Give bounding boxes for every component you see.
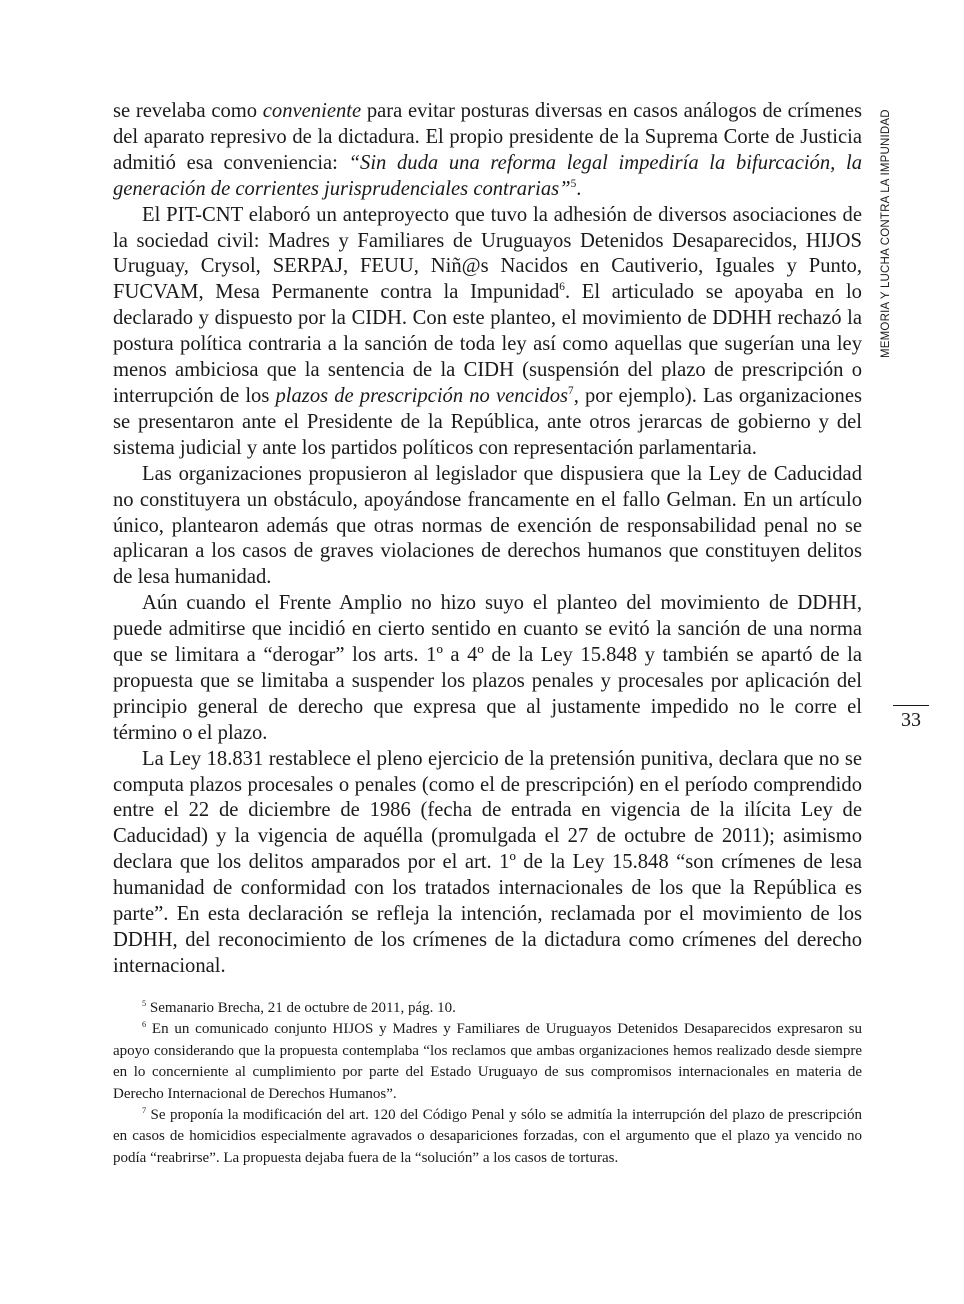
italic-text: “Sin duda una reforma legal impediría la bifurcación, la generación de corrientes jurisprudenciales contrarias” xyxy=(113,151,862,200)
paragraph xyxy=(113,203,862,462)
footnote-text: Semanario Brecha, 21 de octubre de 2011, pág. 10. xyxy=(149,1000,456,1016)
footnote-text: Se proponía la modificación del art. 120 del Código Penal y sólo se admitía la interrupción del plazo de prescripción en casos de homicidios especialmente agravados o desapariciones forzadas, con el argumento que el plazo ya vencido no podía “reabrirse”. La propuesta dejaba fuera de la “solución” a los casos de torturas. xyxy=(113,1107,863,1166)
paragraph xyxy=(113,591,862,746)
paragraph xyxy=(113,462,862,592)
footnote-reference: 7 xyxy=(568,385,574,398)
footnote-number: 7 xyxy=(142,1106,147,1116)
body-text xyxy=(113,99,862,980)
paragraph xyxy=(113,747,862,980)
footnote xyxy=(113,1105,862,1169)
footnote-text: En un comunicado conjunto HIJOS y Madres y Familiares de Uruguayos Detenidos Desaparecidos expresaron su apoyo considerando que la propuesta contemplaba “los reclamos que ambas organizaciones hemos realizado desde siempre en lo concerniente al cumplimiento por parte del Estado Uruguayo de sus compromisos internacionales en materia de Derecho Internacional de Derechos Humanos”. xyxy=(113,1021,862,1102)
footnote-number: 5 xyxy=(142,999,147,1008)
text-run: , por ejemplo). Las organizaciones se presentaron ante el Presidente de la República, ante otros jerarcas de gobierno y del sistema judicial y ante los partidos políticos con representación parlamentaria. xyxy=(113,384,862,459)
text-run: . El articulado se apoyaba en lo declarado y dispuesto por la CIDH. Con este planteo, el movimiento de DDHH rechazó la postura política contraria a la sanción de toda ley así como aquellas que sugerían una ley menos ambiciosa que la sentencia de la CIDH (suspensión del plazo de prescripción o interrupción de los xyxy=(113,281,862,407)
footnote-reference: 5 xyxy=(570,177,577,190)
italic-text: conveniente xyxy=(262,100,362,122)
footnote xyxy=(113,1019,862,1105)
footnote-reference: 6 xyxy=(559,281,565,294)
footnotes xyxy=(113,998,862,1169)
page-number-rule xyxy=(893,705,929,706)
text-run: para evitar posturas diversas en casos análogos de crímenes del aparato represivo de la dictadura. El propio presidente de la Suprema Corte de Justicia admitió esa conveniencia: xyxy=(113,100,862,174)
text-run: El PIT-CNT elaboró un anteproyecto que tuvo la adhesión de diversos asociaciones de la sociedad civil: Madres y Familiares de Uruguayos Detenidos Desaparecidos, HIJOS Uruguay, Crysol, SERPAJ, FEUU, Niñ@s Nacidos en Cautiverio, Iguales y Punto, FUCVAM, Mesa Permanente contra la Impunidad xyxy=(113,203,862,304)
italic-text: plazos de prescripción no vencidos xyxy=(275,384,569,407)
page-number: 33 xyxy=(901,709,921,731)
footnote-number: 6 xyxy=(142,1020,147,1030)
running-head: MEMORIA Y LUCHA CONTRA LA IMPUNIDAD xyxy=(880,109,892,358)
text-run: Aún cuando el Frente Amplio no hizo suyo el planteo del movimiento de DDHH, puede admitirse que incidió en cierto sentido en cuanto se evitó la sanción de una norma que se limitara a “derogar” los arts. 1º a 4º de la Ley 15.848 y también se apartó de la propuesta que se limitaba a suspender los plazos penales y procesales por aplicación del principio general de derecho que expresa que al justamente impedido no le corre el término o el plazo. xyxy=(113,592,862,744)
text-run: se revelaba como xyxy=(113,100,263,122)
footnote xyxy=(113,998,862,1019)
text-run: La Ley 18.831 restablece el pleno ejercicio de la pretensión punitiva, declara que no se computa plazos procesales o penales (como el de prescripción) en el período comprendido entre el 22 de diciembre de 1986 (fecha de entrada en vigencia de la ilícita Ley de Caducidad) y la vigencia de aquélla (promulgada el 27 de octubre de 2011); asimismo declara que los delitos amparados por el art. 1º de la Ley 15.848 “son crímenes de lesa humanidad de conformidad con los tratados internacionales de los que la República es parte”. En esta declaración se refleja la intención, reclamada por el movimiento de los DDHH, del reconocimiento de los crímenes de la dictadura como crímenes del derecho internacional. xyxy=(113,747,862,977)
paragraph xyxy=(113,99,862,203)
text-run: . xyxy=(576,177,582,200)
text-run: Las organizaciones propusieron al legislador que dispusiera que la Ley de Caducidad no constituyera un obstáculo, apoyándose francamente en el fallo Gelman. En un artículo único, plantearon además que otras normas de exención de responsabilidad penal no se aplicaran a los casos de graves violaciones de derechos humanos que constituyen delitos de lesa humanidad. xyxy=(113,462,862,589)
